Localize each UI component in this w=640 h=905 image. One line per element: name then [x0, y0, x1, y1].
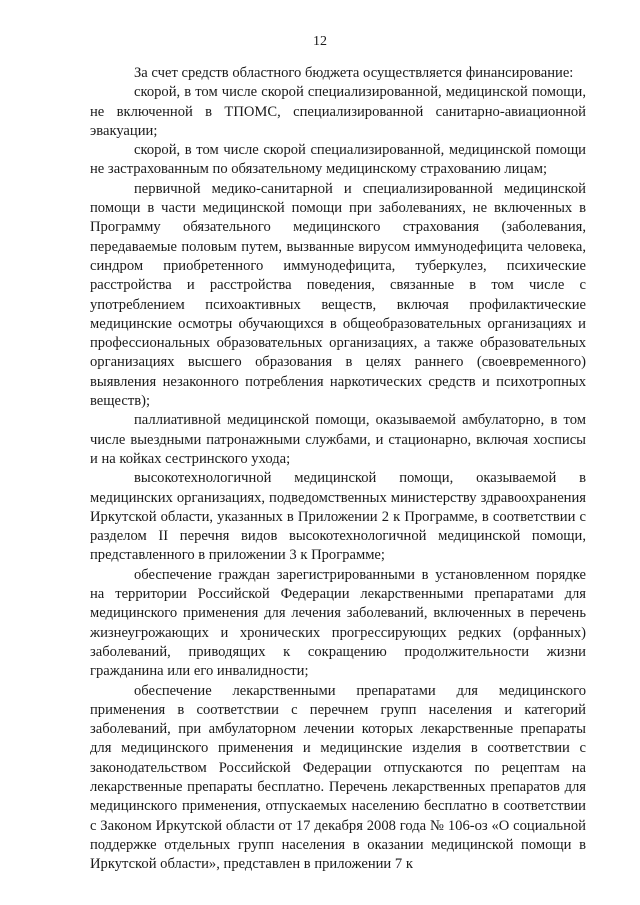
page-number: 12 [313, 34, 327, 49]
paragraph: первичной медико-санитарной и специализированной медицинской помощи в части медицинской помощи при заболеваниях, не включенных в Программу обязательного медицинского страхования (заболевания, передаваемые половым путем, вызванные вирусом иммунодефицита человека, синдром приобретенного иммунодефицита, туберкулез, психические расстройства и расстройства поведения, связанные в том числе с употреблением психоактивных веществ, включая профилактические медицинские осмотры обучающихся в общеобразовательных организациях и профессиональных образовательных организациях, а также образовательных организациях высшего образования в целях раннего (своевременного) выявления незаконного потребления наркотических средств и психотропных веществ); [90, 180, 586, 410]
document-body [90, 64, 586, 874]
paragraph: скорой, в том числе скорой специализированной, медицинской помощи, не включенной в ТПОМС, специализированной санитарно-авиационной эвакуации; [90, 84, 586, 139]
paragraph: высокотехнологичной медицинской помощи, оказываемой в медицинских организациях, подведомственных министерству здравоохранения Иркутской области, указанных в Приложении 2 к Программе, в соответствии с разделом II перечня видов высокотехнологичной медицинской помощи, представленного в приложении 3 к Программе; [90, 470, 586, 564]
paragraph: скорой, в том числе скорой специализированной, медицинской помощи не застрахованным по обязательному медицинскому страхованию лицам; [90, 142, 586, 178]
paragraph: паллиативной медицинской помощи, оказываемой амбулаторно, в том числе выездными патронажными службами, и стационарно, включая хосписы и на койках сестринского ухода; [90, 412, 586, 467]
paragraph: За счет средств областного бюджета осуществляется финансирование: [134, 65, 574, 81]
paragraph: обеспечение граждан зарегистрированными в установленном порядке на территории Российской Федерации лекарственными препаратами для медицинского применения для лечения заболеваний, включенных в перечень жизнеугрожающих и хронических прогрессирующих редких (орфанных) заболеваний, приводящих к сокращению продолжительности жизни гражданина или его инвалидности; [90, 566, 586, 680]
paragraph: обеспечение лекарственными препаратами для медицинского применения в соответствии с перечнем групп населения и категорий заболеваний, при амбулаторном лечении которых лекарственные препараты для медицинского применения и медицинские изделия в соответствии с законодательством Российской Федерации отпускаются по рецептам на лекарственные препараты бесплатно. Перечень лекарственных препаратов для медицинского применения, отпускаемых населению бесплатно в соответствии с Законом Иркутской области от 17 декабря 2008 года № 106-оз «О социальной поддержке отдельных групп населения в оказании медицинской помощи в Иркутской области», представлен в приложении 7 к [90, 682, 586, 873]
